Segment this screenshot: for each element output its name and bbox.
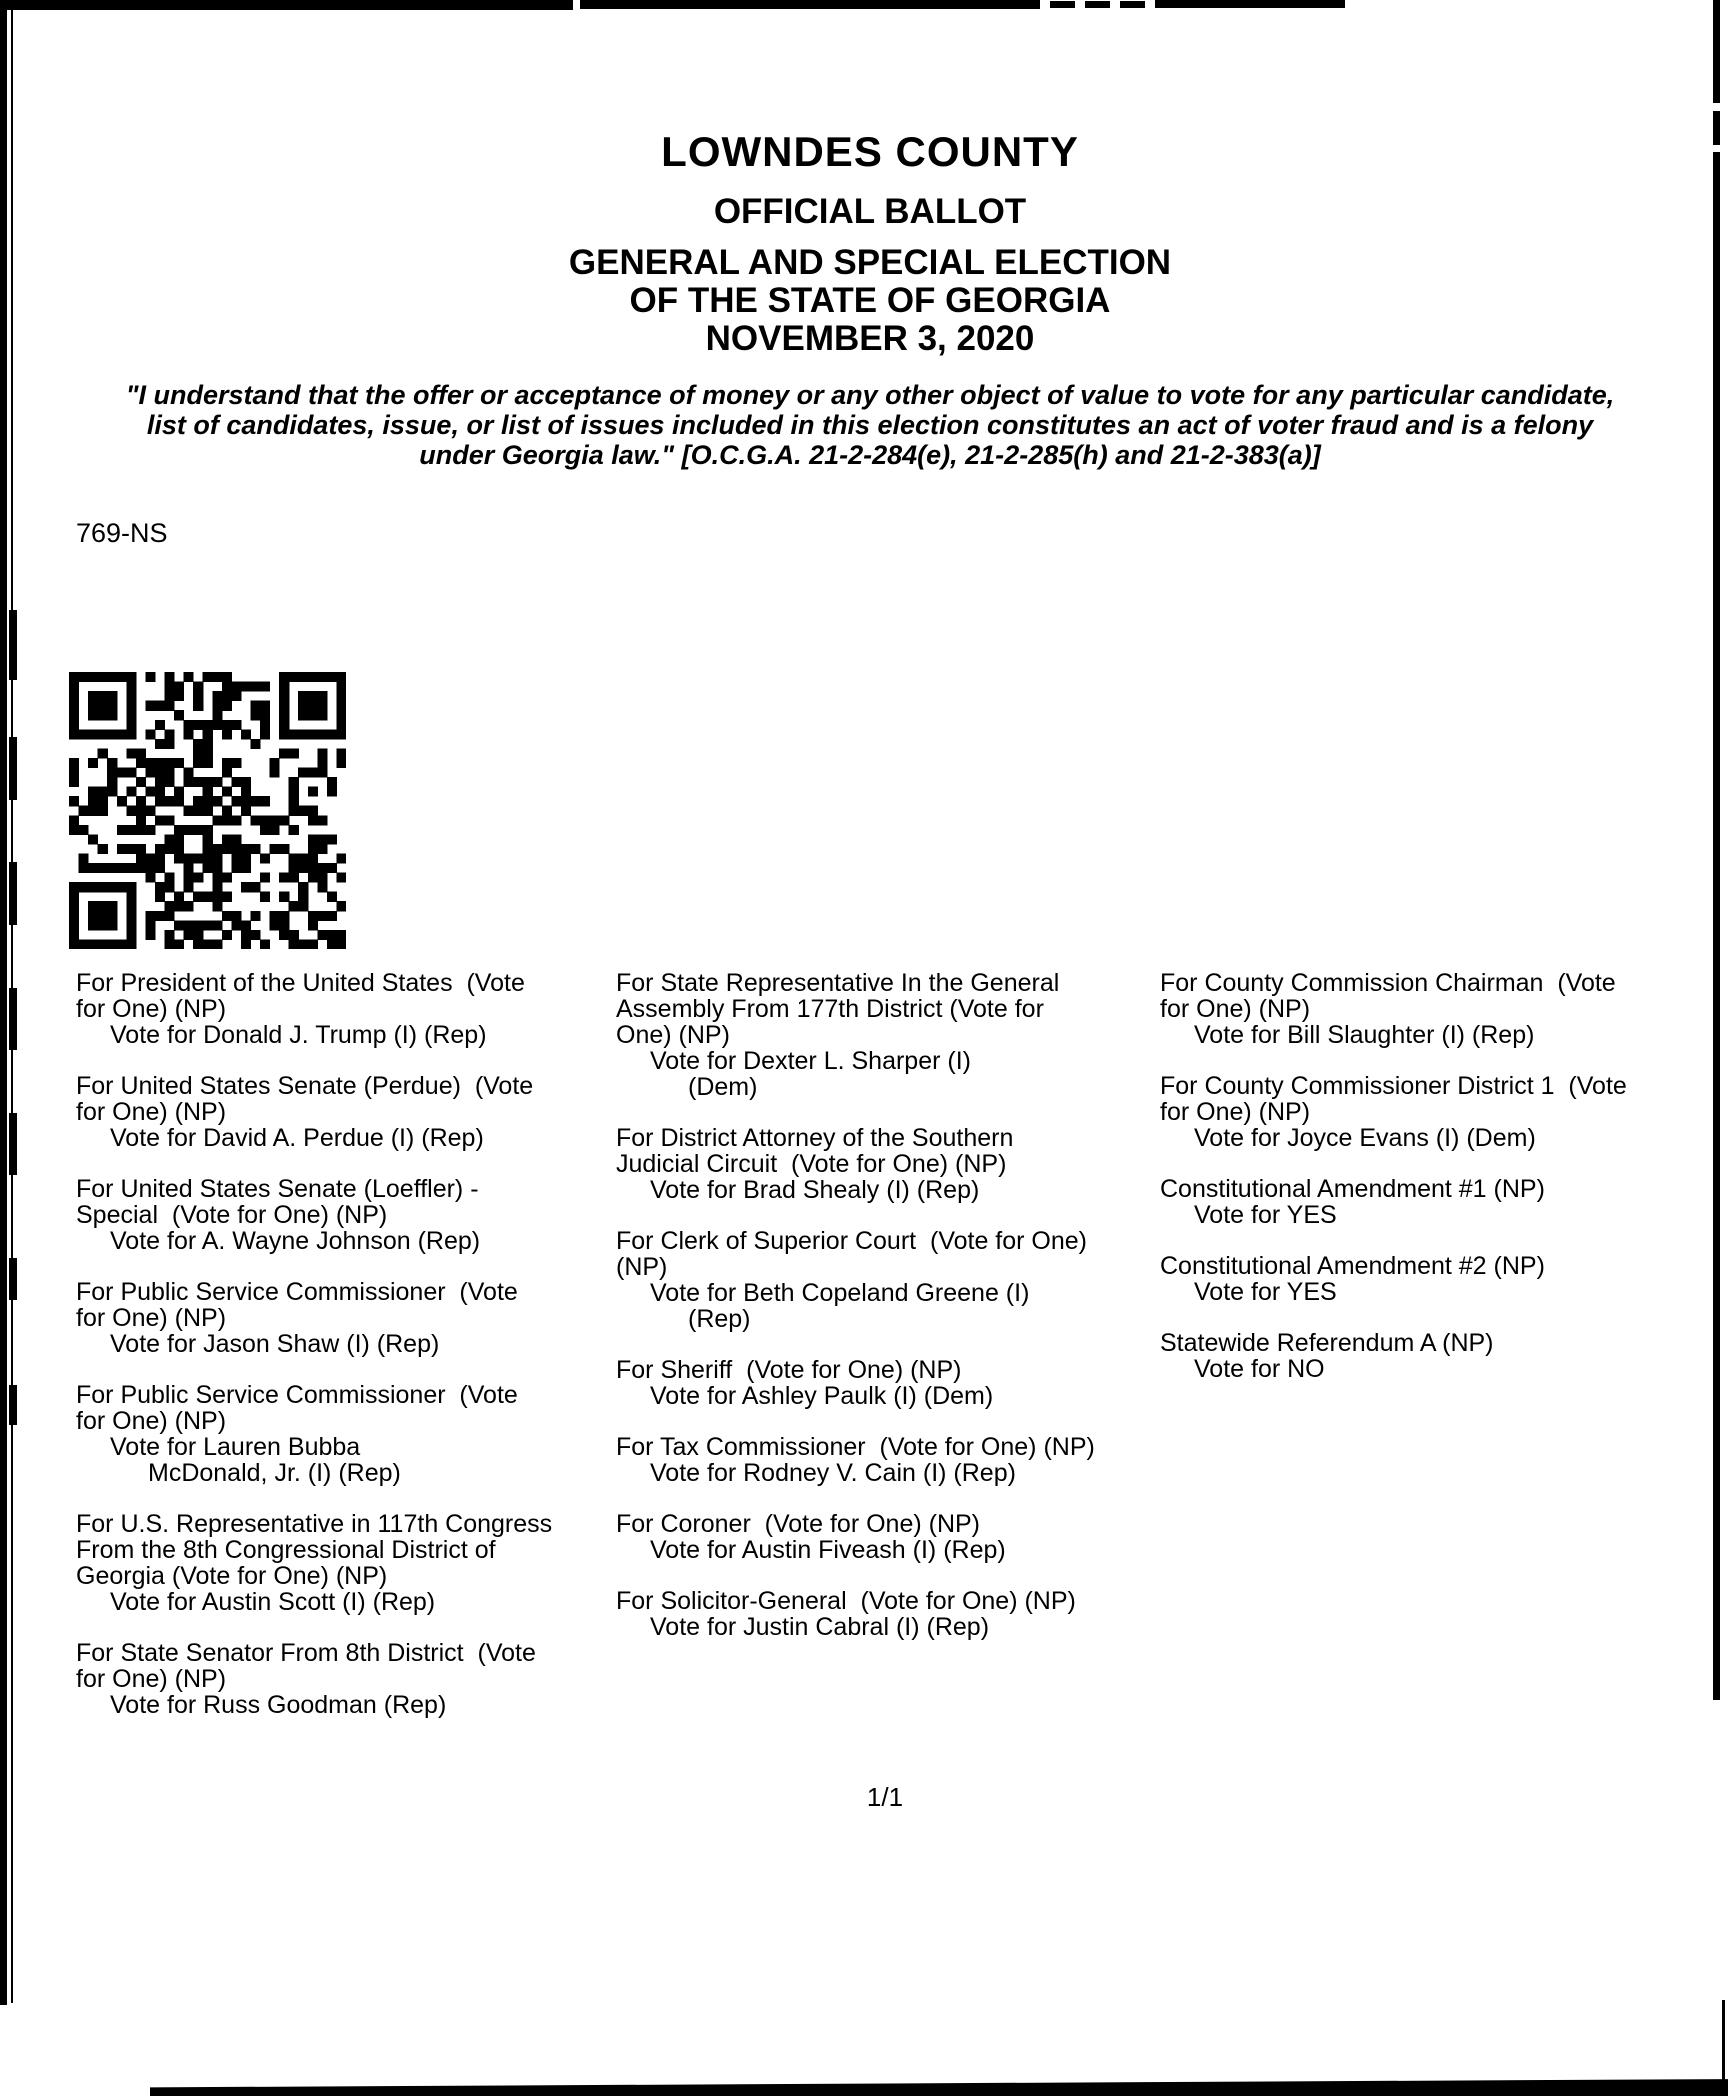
page-number: 1/1 bbox=[866, 1782, 904, 1812]
contest-title-line: For State Representative In the General bbox=[616, 969, 1060, 997]
vote-selection-line: Vote for Justin Cabral (I) (Rep) bbox=[650, 1613, 990, 1641]
contest-title-line: for One) (NP) bbox=[76, 1665, 227, 1693]
fraud-disclaimer bbox=[0, 380, 1728, 470]
contest bbox=[76, 1279, 596, 1357]
contest-title-line: For President of the United States (Vote bbox=[76, 969, 525, 997]
contest-title-line: Constitutional Amendment #1 (NP) bbox=[1160, 1175, 1545, 1203]
contest bbox=[616, 1357, 1156, 1409]
contest-title-line: for One) (NP) bbox=[76, 1407, 227, 1435]
contest-title-line: for One) (NP) bbox=[76, 995, 227, 1023]
scan-edge-top-dash bbox=[1050, 1, 1075, 8]
ballot-style-code: 769-NS bbox=[76, 518, 168, 548]
contest-title-line: Judicial Circuit (Vote for One) (NP) bbox=[616, 1150, 1007, 1178]
contest bbox=[616, 1228, 1156, 1332]
vote-selection-line: Vote for YES bbox=[1194, 1278, 1337, 1306]
contest bbox=[616, 1434, 1156, 1486]
election-title-line1: GENERAL AND SPECIAL ELECTION bbox=[568, 243, 1172, 282]
contest-title-line: for One) (NP) bbox=[76, 1098, 227, 1126]
fraud-disclaimer-line: "I understand that the offer or acceptance of money or any other object of value to vote for any particular candidate, bbox=[125, 380, 1615, 410]
vote-selection-line: Vote for NO bbox=[1194, 1355, 1325, 1383]
contest-column-3 bbox=[1160, 970, 1728, 1407]
scan-left-blob bbox=[9, 862, 17, 925]
contest-title-line: for One) (NP) bbox=[76, 1304, 227, 1332]
vote-selection-line: Vote for Joyce Evans (I) (Dem) bbox=[1194, 1124, 1536, 1152]
contest bbox=[1160, 1176, 1728, 1228]
scan-left-blob bbox=[9, 1113, 17, 1175]
contest-title-line: One) (NP) bbox=[616, 1021, 730, 1049]
contest bbox=[1160, 1073, 1728, 1151]
scan-edge-right-gap bbox=[1713, 103, 1720, 111]
fraud-disclaimer-line: under Georgia law." [O.C.G.A. 21-2-284(e), 21-2-285(h) and 21-2-383(a)] bbox=[419, 440, 1321, 470]
contest-title-line: For Sheriff (Vote for One) (NP) bbox=[616, 1356, 962, 1384]
contest bbox=[76, 1073, 596, 1151]
contest-title-line: For Clerk of Superior Court (Vote for One) bbox=[616, 1227, 1088, 1255]
contest-title-line: For District Attorney of the Southern bbox=[616, 1124, 1014, 1152]
scan-left-blob bbox=[9, 1385, 17, 1425]
vote-selection-line: Vote for David A. Perdue (I) (Rep) bbox=[110, 1124, 484, 1152]
vote-selection-line: Vote for Lauren Bubba bbox=[110, 1433, 361, 1461]
vote-selection-line: Vote for Brad Shealy (I) (Rep) bbox=[650, 1176, 980, 1204]
election-date: NOVEMBER 3, 2020 bbox=[705, 319, 1035, 358]
contest-title-line: For County Commissioner District 1 (Vote bbox=[1160, 1072, 1627, 1100]
contest-title-line: (NP) bbox=[616, 1253, 668, 1281]
contest-title-line: For U.S. Representative in 117th Congress bbox=[76, 1510, 553, 1538]
county-title: LOWNDES COUNTY bbox=[661, 128, 1079, 175]
contest-title-line: For United States Senate (Loeffler) - bbox=[76, 1175, 479, 1203]
vote-selection-line: Vote for Dexter L. Sharper (I) bbox=[650, 1047, 971, 1075]
vote-selection-line: Vote for YES bbox=[1194, 1201, 1337, 1229]
vote-selection-line: Vote for Donald J. Trump (I) (Rep) bbox=[110, 1021, 487, 1049]
contest-title-line: For Public Service Commissioner (Vote bbox=[76, 1278, 518, 1306]
contest bbox=[616, 970, 1156, 1100]
contest bbox=[1160, 1330, 1728, 1382]
contest bbox=[616, 1588, 1156, 1640]
scan-left-blob bbox=[9, 737, 17, 800]
vote-selection-line: Vote for Ashley Paulk (I) (Dem) bbox=[650, 1382, 994, 1410]
contest-title-line: Constitutional Amendment #2 (NP) bbox=[1160, 1252, 1545, 1280]
contest-title-line: Georgia (Vote for One) (NP) bbox=[76, 1562, 388, 1590]
contest-title-line: For Coroner (Vote for One) (NP) bbox=[616, 1510, 981, 1538]
vote-selection-line: Vote for Russ Goodman (Rep) bbox=[110, 1691, 447, 1719]
scan-left-blob bbox=[9, 1258, 17, 1300]
contest-title-line: For County Commission Chairman (Vote bbox=[1160, 969, 1616, 997]
scan-edge-top-dash bbox=[1085, 1, 1110, 8]
contest bbox=[1160, 970, 1728, 1048]
vote-selection-line: Vote for Austin Scott (I) (Rep) bbox=[110, 1588, 436, 1616]
vote-selection-line: Vote for Austin Fiveash (I) (Rep) bbox=[650, 1536, 1006, 1564]
election-title-line2: OF THE STATE OF GEORGIA bbox=[629, 281, 1111, 320]
contest bbox=[616, 1511, 1156, 1563]
scan-edge-top bbox=[580, 0, 1040, 9]
fraud-disclaimer-line: list of candidates, issue, or list of issues included in this election constitutes an act of voter fraud and is a felony bbox=[146, 410, 1594, 440]
scan-left-blob bbox=[9, 610, 17, 680]
contest bbox=[1160, 1253, 1728, 1305]
contest-column-2 bbox=[616, 970, 1156, 1665]
contest-title-line: For Solicitor-General (Vote for One) (NP) bbox=[616, 1587, 1076, 1615]
contest bbox=[76, 1511, 596, 1615]
contest-title-line: for One) (NP) bbox=[1160, 995, 1311, 1023]
contest bbox=[76, 1640, 596, 1718]
contest bbox=[76, 1382, 596, 1486]
contest-title-line: For State Senator From 8th District (Vote bbox=[76, 1639, 536, 1667]
contest bbox=[76, 970, 596, 1048]
vote-selection-line: (Dem) bbox=[688, 1073, 758, 1101]
vote-selection-line: (Rep) bbox=[688, 1305, 751, 1333]
contest bbox=[616, 1125, 1156, 1203]
scan-edge-top bbox=[0, 0, 573, 10]
contest-title-line: for One) (NP) bbox=[1160, 1098, 1311, 1126]
vote-selection-line: Vote for Beth Copeland Greene (I) bbox=[650, 1279, 1030, 1307]
contest-title-line: For United States Senate (Perdue) (Vote bbox=[76, 1072, 534, 1100]
ballot-type-title: OFFICIAL BALLOT bbox=[713, 192, 1027, 231]
contest-title-line: From the 8th Congressional District of bbox=[76, 1536, 496, 1564]
contest-title-line: Special (Vote for One) (NP) bbox=[76, 1201, 388, 1229]
contest-title-line: Assembly From 177th District (Vote for bbox=[616, 995, 1044, 1023]
scan-left-blob bbox=[9, 988, 17, 1050]
qr-code bbox=[69, 672, 346, 949]
scan-edge-top-dash bbox=[1120, 1, 1145, 8]
vote-selection-line: Vote for Bill Slaughter (I) (Rep) bbox=[1194, 1021, 1535, 1049]
scan-edge-bottom bbox=[150, 2078, 1728, 2096]
contest bbox=[76, 1176, 596, 1254]
contest-title-line: For Tax Commissioner (Vote for One) (NP) bbox=[616, 1433, 1095, 1461]
vote-selection-line: McDonald, Jr. (I) (Rep) bbox=[148, 1459, 401, 1487]
scan-edge-top bbox=[1155, 0, 1345, 8]
vote-selection-line: Vote for A. Wayne Johnson (Rep) bbox=[110, 1227, 481, 1255]
contest-column-1 bbox=[76, 970, 596, 1743]
vote-selection-line: Vote for Rodney V. Cain (I) (Rep) bbox=[650, 1459, 1016, 1487]
vote-selection-line: Vote for Jason Shaw (I) (Rep) bbox=[110, 1330, 440, 1358]
contest-title-line: Statewide Referendum A (NP) bbox=[1160, 1329, 1494, 1357]
contest-title-line: For Public Service Commissioner (Vote bbox=[76, 1381, 518, 1409]
